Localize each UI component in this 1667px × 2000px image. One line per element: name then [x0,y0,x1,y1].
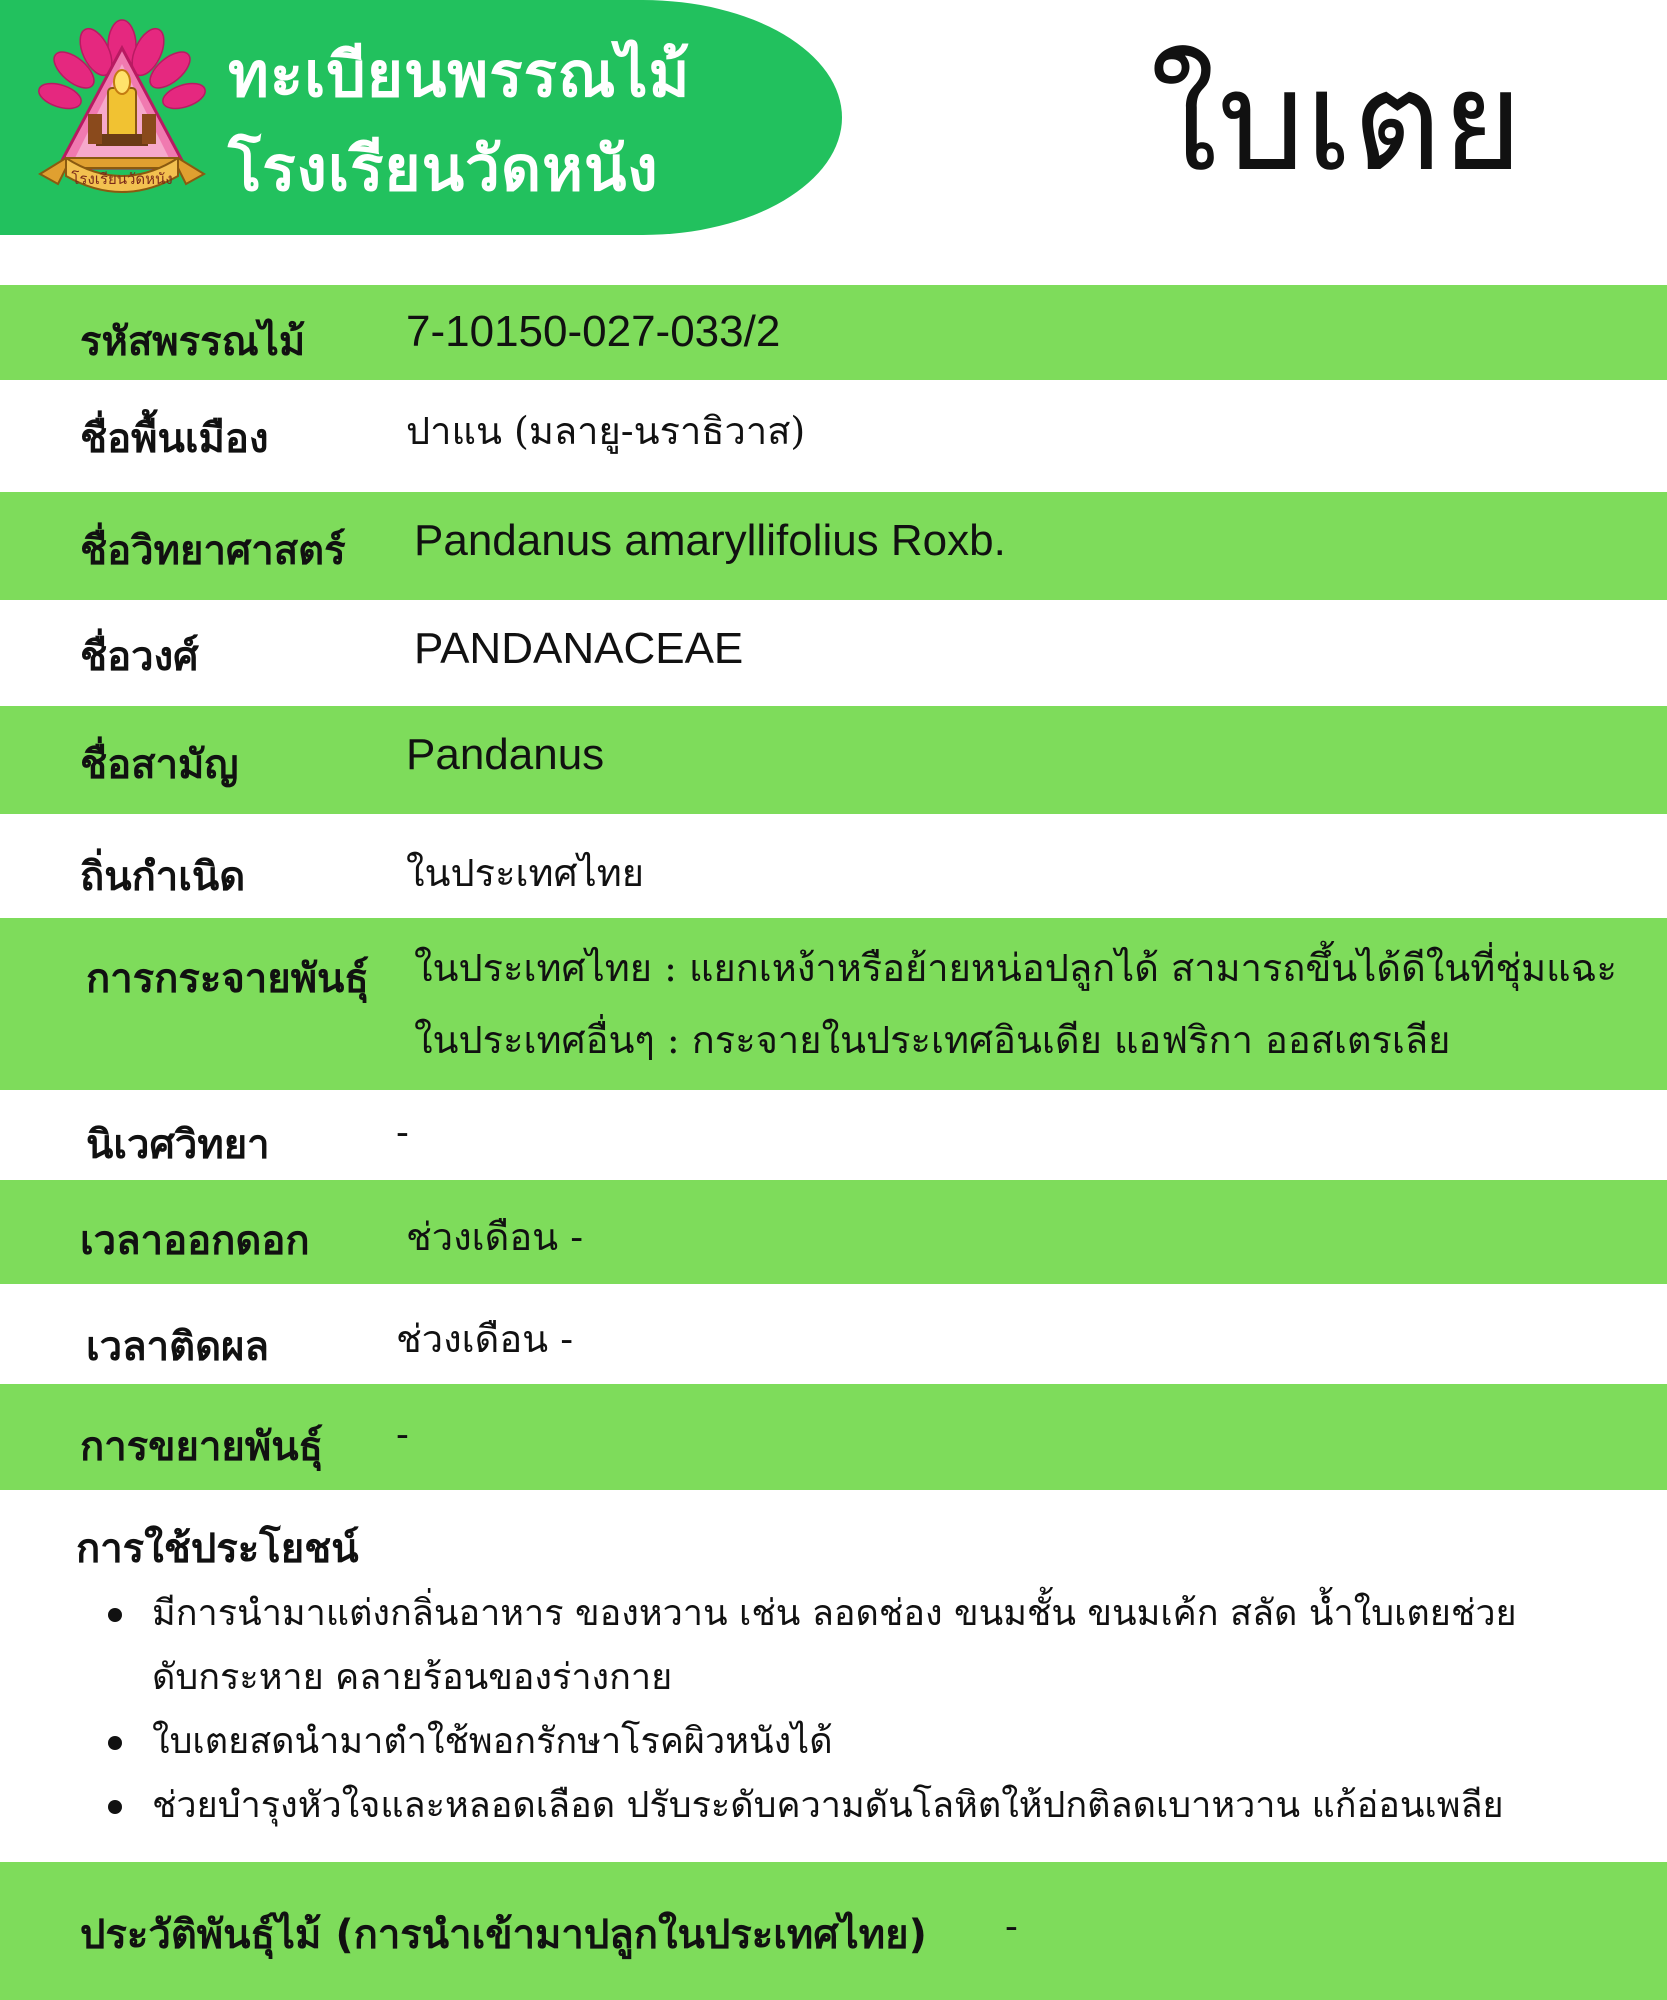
row-common-name [0,706,1667,814]
bullet-icon [108,1800,122,1814]
value-ecology: - [396,1110,409,1154]
value-fruiting-time: ช่วงเดือน - [396,1317,574,1361]
list-item [108,1582,1648,1710]
label-family-name: ชื่อวงศ์ [80,634,199,680]
value-local-name: ปาแน (มลายู-นราธิวาส) [406,409,806,453]
header-title-line1: ทะเบียนพรรณไม้ [228,38,691,111]
list-item [108,1710,1648,1774]
logo-text: โรงเรียนวัดหนัง [71,170,173,188]
row-local-name [0,380,1667,492]
value-common-name: Pandanus [406,730,605,779]
label-plant-code: รหัสพรรณไม้ [80,319,306,365]
bullet-icon [108,1736,122,1750]
label-distribution: การกระจายพันธุ์ [86,956,369,1002]
row-ecology [0,1090,1667,1180]
label-scientific-name: ชื่อวิทยาศาสตร์ [80,528,346,574]
list-item [108,1774,1648,1838]
uses-item-3-line1: ช่วยบำรุงหัวใจและหลอดเลือด ปรับระดับความดันโลหิตให้ปกติลดเบาหวาน แก้อ่อนเพลีย [152,1785,1504,1826]
row-plant-code [0,285,1667,380]
row-family-name [0,600,1667,706]
value-plant-code: 7-10150-027-033/2 [406,307,781,356]
label-origin: ถิ่นกำเนิด [80,854,246,900]
row-distribution [0,918,1667,1090]
label-fruiting-time: เวลาติดผล [86,1324,270,1370]
uses-item-2-line1: ใบเตยสดนำมาตำใช้พอกรักษาโรคผิวหนังได้ [152,1721,833,1762]
row-scientific-name [0,492,1667,600]
row-propagation [0,1384,1667,1490]
plant-name-heading: ใบเตย [1150,41,1523,202]
value-origin: ในประเทศไทย [406,851,645,895]
value-distribution-line1: ในประเทศไทย : แยกเหง้าหรือย้ายหน่อปลูกได้ สามารถขึ้นได้ดีในที่ชุ่มแฉะ [414,946,1617,990]
value-propagation: - [396,1412,409,1456]
row-fruiting-time [0,1284,1667,1384]
value-distribution-line2: ในประเทศอื่นๆ : กระจายในประเทศอินเดีย แอฟริกา ออสเตรเลีย [414,1018,1451,1062]
bullet-icon [108,1608,122,1622]
uses-item-1-line2: ดับกระหาย คลายร้อนของร่างกาย [152,1657,673,1698]
value-scientific-name: Pandanus amaryllifolius Roxb. [414,516,1006,565]
label-history: ประวัติพันธุ์ไม้ (การนำเข้ามาปลูกในประเทศไทย) [80,1912,927,1958]
label-local-name: ชื่อพื้นเมือง [80,416,269,462]
row-history [0,1862,1667,2000]
value-distribution [414,932,1617,1076]
label-propagation: การขยายพันธุ์ [80,1424,323,1470]
value-history: - [1005,1904,1018,1948]
row-flowering-time [0,1180,1667,1284]
uses-title: การใช้ประโยชน์ [76,1526,359,1572]
school-logo [36,18,208,208]
header-title-line2: โรงเรียนวัดหนัง [228,132,659,205]
uses-list [108,1582,1648,1838]
label-flowering-time: เวลาออกดอก [80,1218,310,1264]
uses-item-1-line1: มีการนำมาแต่งกลิ่นอาหาร ของหวาน เช่น ลอดช่อง ขนมชั้น ขนมเค้ก สลัด น้ำใบเตยช่วย [152,1593,1517,1634]
header-title [228,28,690,216]
value-family-name: PANDANACEAE [414,624,744,673]
value-flowering-time: ช่วงเดือน - [406,1215,584,1259]
row-origin [0,814,1667,918]
label-ecology: นิเวศวิทยา [86,1122,270,1168]
label-common-name: ชื่อสามัญ [80,742,239,788]
